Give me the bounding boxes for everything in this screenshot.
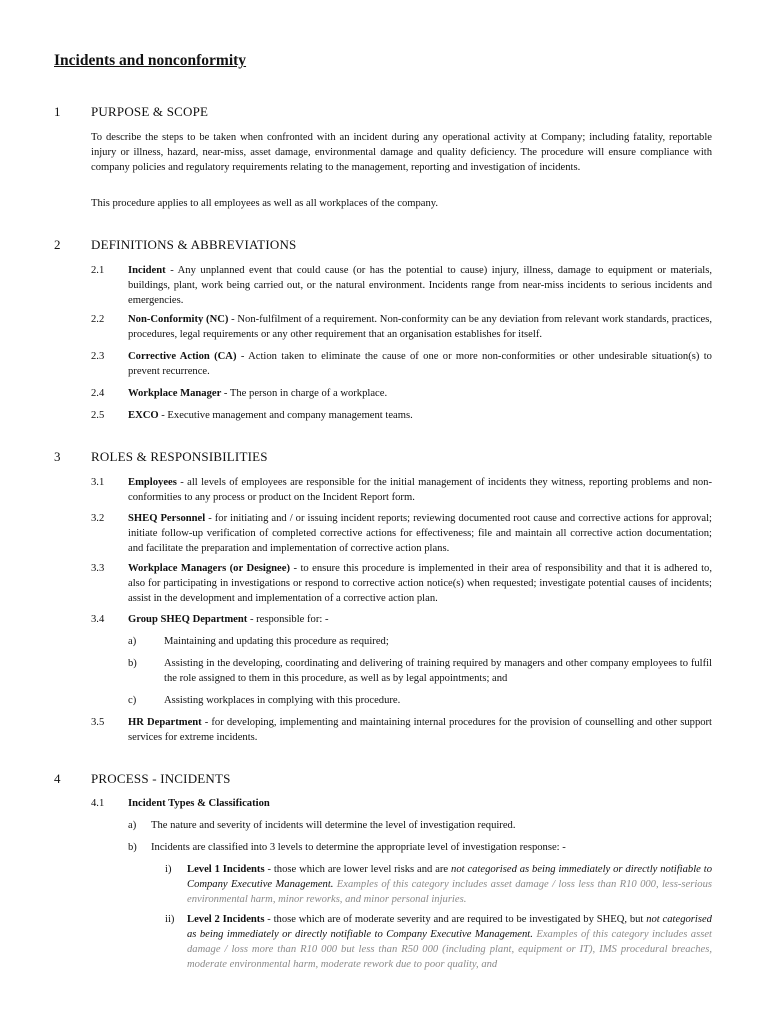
section-title: DEFINITIONS & ABBREVIATIONS (91, 237, 297, 252)
list-marker: c) (128, 695, 137, 706)
list-text: Incidents are classified into 3 levels to determine the appropriate level of investigation response: - (151, 842, 566, 853)
definition-term: Workplace Manager (128, 388, 222, 399)
item-number: 3.1 (91, 477, 105, 488)
role-term: Group SHEQ Department (128, 614, 248, 625)
role-text: - for initiating and / or issuing incident reports; reviewing documented root cause and corrective actions for approval; initiate follow-up verification of completed corrective actions for effectiveness; file and maintain all corrective action documentation; and facilitate the preparation and implementation of corrective action plans. (128, 513, 712, 554)
role-text: - for developing, implementing and maintaining internal procedures for the provision of counselling and other support services for extreme incidents. (128, 717, 713, 743)
item-number: 4.1 (91, 798, 105, 809)
subsection-title: Incident Types & Classification (128, 798, 270, 809)
item-number: 3.3 (91, 563, 105, 574)
section-number: 1 (54, 104, 61, 119)
scope-paragraph: This procedure applies to all employees as well as all workplaces of the company. (91, 198, 439, 209)
level-italic-text: not categorised as being immediately or directly notifiable to Company Executive Management. (187, 914, 712, 940)
list-marker: i) (165, 864, 172, 875)
level-examples: Examples of this category includes asset damage / loss less than R10 000, less-serious environmental harm, minor reworks, and minor personal injuries. (187, 879, 712, 905)
definition-text: - Non-fulfilment of a requirement. Non-conformity can be any deviation from relevant work standards, practices, procedures, legal requirements or any other requirement that an organisation establishes for itself. (128, 314, 712, 340)
definition-text: - The person in charge of a workplace. (221, 388, 388, 399)
role-term: HR Department (128, 717, 202, 728)
definition-text: - Any unplanned event that could cause (or has the potential to cause) injury, illness, damage to equipment or materials, buildings, plant, work being carried out, or the natural environment. Incidents range from near-miss incidents to serious incidents and emergencies. (128, 265, 712, 306)
list-marker: ii) (165, 914, 175, 925)
list-marker: b) (128, 842, 137, 853)
level-text: - those which are lower level risks and are (264, 864, 452, 875)
list-text: Assisting workplaces in complying with this procedure. (164, 695, 401, 706)
section-title: PROCESS - INCIDENTS (91, 771, 231, 786)
role-term: Workplace Managers (or Designee) (128, 563, 290, 574)
section-number: 4 (54, 771, 61, 786)
level-text: - those which are of moderate severity and are required to be investigated by SHEQ, but (264, 914, 647, 925)
section-3-heading (54, 449, 268, 464)
item-number: 2.1 (91, 265, 105, 276)
section-title: PURPOSE & SCOPE (91, 104, 209, 119)
item-number: 3.2 (91, 513, 105, 524)
list-marker: a) (128, 820, 137, 831)
document-title: Incidents and nonconformity (54, 52, 247, 69)
definition-term: Non-Conformity (NC) (128, 314, 229, 325)
section-2-heading (54, 237, 296, 252)
section-number: 2 (54, 237, 61, 252)
level-examples: Examples of this category includes asset damage / loss more than R10 000 but less than R50 000 (including plant, equipment or IT), IMS procedural breaches, moderate environmental harm, moderate rework due to poor quality, and (187, 929, 712, 970)
role-term: SHEQ Personnel (128, 513, 206, 524)
section-title: ROLES & RESPONSIBILITIES (91, 449, 268, 464)
item-number: 2.5 (91, 410, 105, 421)
list-marker: a) (128, 636, 137, 647)
item-number: 2.2 (91, 314, 105, 325)
definition-term: Corrective Action (CA) (128, 351, 237, 362)
definition-text: - Executive management and company management teams. (158, 410, 413, 421)
list-marker: b) (128, 658, 137, 669)
level-italic-text: not categorised as being immediately or directly notifiable to Company Executive Management. (187, 864, 712, 890)
list-text: The nature and severity of incidents will determine the level of investigation required. (151, 820, 516, 831)
role-text: - responsible for: - (247, 614, 329, 625)
item-number: 3.5 (91, 717, 105, 728)
item-number: 3.4 (91, 614, 105, 625)
role-text: - all levels of employees are responsible for the initial management of incidents they witness, reporting problems and non-conformities to any process or product on the Incident Report form. (128, 477, 712, 503)
level-term: Level 1 Incidents (187, 864, 265, 875)
item-number: 2.3 (91, 351, 105, 362)
level-term: Level 2 Incidents (187, 914, 265, 925)
definition-term: EXCO (128, 410, 159, 421)
definition-term: Incident (128, 265, 166, 276)
list-text: Assisting in the developing, coordinating and delivering of training required by managers and other company employees to fulfil the role assigned to them in this procedure, as well as by legal appointments; and (164, 658, 712, 684)
section-4-heading (54, 771, 231, 786)
section-number: 3 (54, 449, 61, 464)
section-1-heading (54, 104, 208, 119)
purpose-paragraph: To describe the steps to be taken when confronted with an incident during any operational activity at Company; including fatality, reportable injury or illness, hazard, near-miss, asset damage, environmental damage and quality deficiency. The procedure will ensure compliance with company policies and regulatory requirements relating to the management, reporting and investigation of incidents. (91, 132, 712, 173)
role-term: Employees (128, 477, 177, 488)
item-number: 2.4 (91, 388, 105, 399)
definition-text: - Action taken to eliminate the cause of one or more non-conformities or other undesirable situation(s) to prevent recurrence. (128, 351, 712, 377)
list-text: Maintaining and updating this procedure as required; (164, 636, 389, 647)
role-text: - to ensure this procedure is implemented in their area of responsibility and that it is adhered to, also for participating in investigations or respond to corrective action notice(s) when requested; investigate potential causes of incidents; assist in the development and implementation of a corrective action plan. (128, 563, 712, 604)
